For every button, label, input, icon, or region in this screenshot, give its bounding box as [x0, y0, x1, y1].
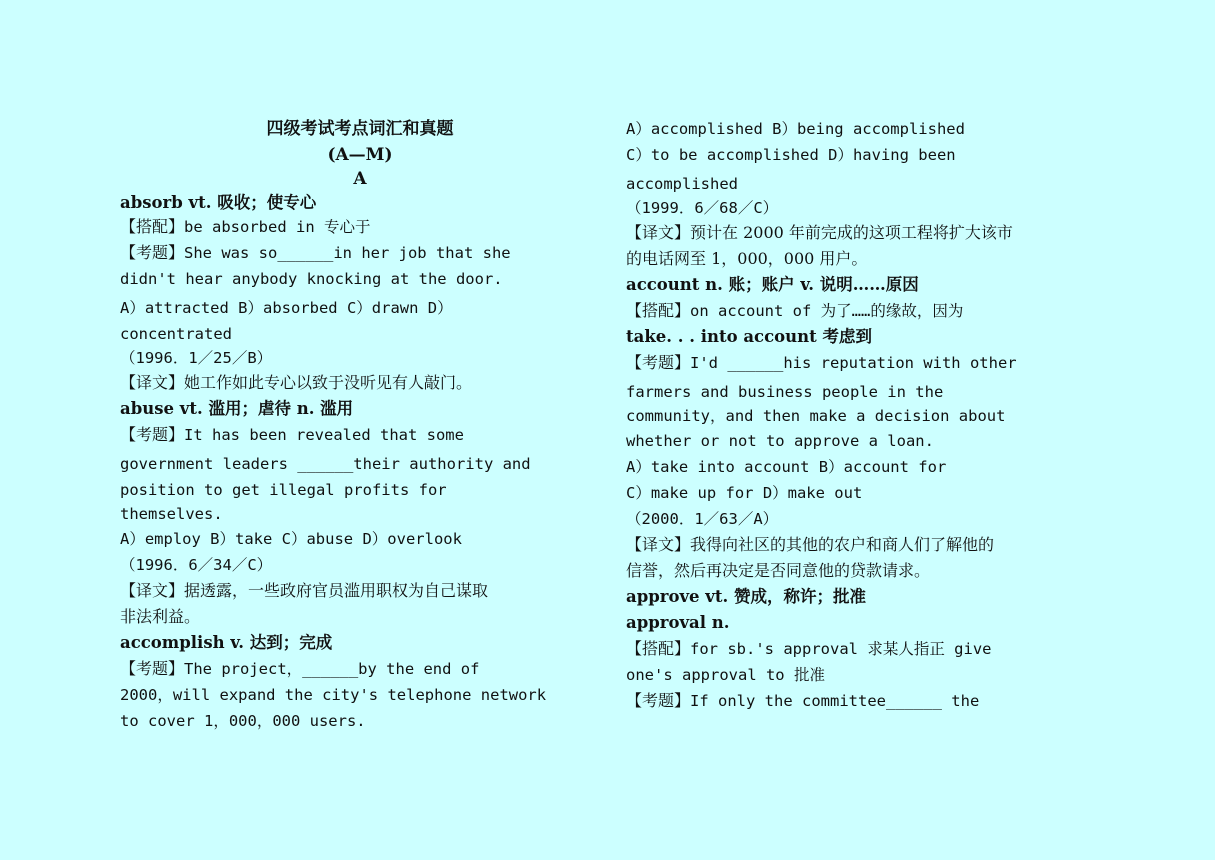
entry-head-approval: approval n. — [626, 613, 730, 632]
question-tag: 【考题】 — [626, 353, 691, 372]
entry-collocation — [626, 636, 1106, 662]
question-text: The project，______by the end of — [184, 660, 480, 678]
question-tag: 【考题】 — [120, 425, 185, 444]
question-text: government leaders ______their authority and — [120, 455, 531, 473]
options-text: A）employ B）take C）abuse D）overlook — [120, 530, 462, 548]
translation-tag: 【译文】 — [120, 581, 185, 600]
translation-text: 我得向社区的其他的农户和商人们了解他的 — [690, 535, 995, 554]
question-text: I'd ______his reputation with other — [690, 354, 1017, 372]
translation-line — [120, 370, 600, 396]
left-column — [120, 116, 600, 734]
translation-line — [120, 578, 600, 604]
question-text: themselves. — [120, 505, 223, 523]
question-tag: 【考题】 — [120, 659, 185, 678]
exam-source: （1996．1／25／B） — [120, 349, 273, 367]
translation-text: 信誉，然后再决定是否同意他的贷款请求。 — [626, 561, 931, 580]
options-text: C）to be accomplished D）having been — [626, 146, 956, 164]
translation-text: 据透露，一些政府官员滥用职权为自己谋取 — [184, 581, 489, 600]
letter-range: (A—M) — [327, 145, 393, 165]
entry-head-abuse: abuse vt. 滥用；虐待 n. 滥用 — [120, 399, 354, 418]
translation-tag: 【译文】 — [626, 535, 691, 554]
exam-source: （1999．6／68／C） — [626, 199, 779, 217]
options-text: A）attracted B）absorbed C）drawn D） — [120, 299, 453, 317]
translation-text: 的电话网至 1，000，000 用户。 — [626, 249, 868, 268]
exam-question-line — [120, 422, 600, 448]
question-text: whether or not to approve a loan. — [626, 432, 934, 450]
question-text: to cover 1，000，000 users. — [120, 712, 366, 730]
entry-collocation — [120, 214, 600, 240]
entry-head-accomplish: accomplish v. 达到；完成 — [120, 633, 333, 652]
options-text: A）accomplished B）being accomplished — [626, 120, 965, 138]
collocation-text: on account of 为了……的缘故，因为 — [690, 302, 964, 320]
question-text: community，and then make a decision about — [626, 407, 1006, 425]
translation-line — [626, 220, 1106, 246]
collocation-tag: 【搭配】 — [626, 301, 691, 320]
options-text: A）take into account B）account for — [626, 458, 947, 476]
translation-text: 非法利益。 — [120, 607, 201, 626]
entry-head-approve: approve vt. 赞成，称许；批准 — [626, 587, 866, 606]
entry-head-absorb: absorb vt. 吸收；使专心 — [120, 193, 317, 212]
options-text: accomplished — [626, 175, 738, 193]
question-text: didn't hear anybody knocking at the door. — [120, 270, 503, 288]
right-column — [626, 116, 1106, 714]
exam-source: （2000．1／63／A） — [626, 510, 779, 528]
collocation-text: for sb.'s approval 求某人指正 give — [690, 640, 992, 658]
section-letter: A — [353, 169, 367, 189]
options-text: concentrated — [120, 325, 232, 343]
question-text: 2000，will expand the city's telephone network — [120, 686, 547, 704]
collocation-text: one's approval to 批准 — [626, 666, 825, 684]
exam-question-line — [120, 240, 600, 266]
translation-line — [626, 532, 1106, 558]
exam-question-line — [626, 350, 1106, 376]
question-text: If only the committee______ the — [690, 692, 980, 710]
entry-head-account: account n. 账；账户 v. 说明……原因 — [626, 275, 919, 294]
question-text: position to get illegal profits for — [120, 481, 447, 499]
collocation-text: take. . . into account 考虑到 — [626, 327, 872, 346]
collocation-tag: 【搭配】 — [120, 217, 185, 236]
collocation-tag: 【搭配】 — [626, 639, 691, 658]
options-text: C）make up for D）make out — [626, 484, 863, 502]
collocation-text: be absorbed in 专心于 — [184, 218, 371, 236]
exam-question-line — [120, 656, 600, 682]
entry-collocation — [626, 298, 1106, 324]
question-text: farmers and business people in the — [626, 383, 944, 401]
document-title: 四级考试考点词汇和真题 — [266, 119, 454, 139]
translation-text: 她工作如此专心以致于没听见有人敲门。 — [184, 373, 473, 392]
question-text: It has been revealed that some — [184, 426, 464, 444]
question-tag: 【考题】 — [626, 691, 691, 710]
exam-source: （1996．6／34／C） — [120, 556, 273, 574]
question-text: She was so______in her job that she — [184, 244, 511, 262]
question-tag: 【考题】 — [120, 243, 185, 262]
translation-text: 预计在 2000 年前完成的这项工程将扩大该市 — [690, 223, 1013, 242]
exam-question-line — [626, 688, 1106, 714]
translation-tag: 【译文】 — [626, 223, 691, 242]
translation-tag: 【译文】 — [120, 373, 185, 392]
